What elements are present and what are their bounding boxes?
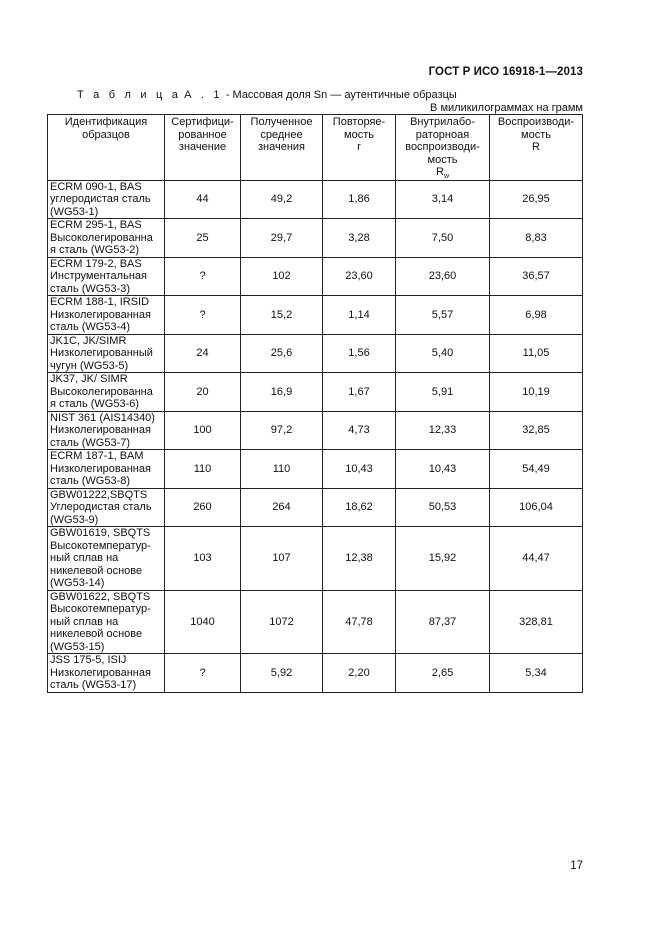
reproducibility-cell: 5,34 (490, 654, 583, 693)
sample-id-cell: JK37, JK/ SIMR Высоколегированна я сталь (WG53-6) (48, 373, 165, 412)
sample-id-cell: NIST 361 (AIS14340) Низколегированная сталь (WG53-7) (48, 411, 165, 450)
table-row (48, 411, 583, 450)
table-row (48, 590, 583, 654)
units-note: В миликилограммах на грамм (430, 102, 583, 114)
intralab-reproducibility-cell: 2,65 (396, 654, 490, 693)
table-row (48, 257, 583, 296)
table-row (48, 334, 583, 373)
mean-value-cell: 15,2 (241, 296, 323, 335)
mean-value-cell: 107 (241, 527, 323, 591)
intralab-reproducibility-cell: 5,40 (396, 334, 490, 373)
reproducibility-cell: 328,81 (490, 590, 583, 654)
mean-value-cell: 5,92 (241, 654, 323, 693)
table-row (48, 180, 583, 219)
intralab-reproducibility-cell: 50,53 (396, 488, 490, 527)
reproducibility-cell: 54,49 (490, 450, 583, 489)
mean-value-cell: 102 (241, 257, 323, 296)
repeatability-cell: 4,73 (323, 411, 396, 450)
page-number: 17 (570, 860, 583, 872)
col-header-sample-id: Идентификация образцов (48, 115, 165, 181)
intralab-reproducibility-cell: 5,91 (396, 373, 490, 412)
mean-value-cell: 25,6 (241, 334, 323, 373)
intralab-reproducibility-cell: 15,92 (396, 527, 490, 591)
col-header-repeatability: Повторяе- мость r (323, 115, 396, 181)
repeatability-cell: 2,20 (323, 654, 396, 693)
certified-value-cell: ? (165, 257, 241, 296)
sample-id-cell: GBW01619, SBQTS Высокотемператур- ный сплав на никелевой основе (WG53-14) (48, 527, 165, 591)
repeatability-cell: 47,78 (323, 590, 396, 654)
certified-value-cell: 25 (165, 219, 241, 258)
reproducibility-cell: 26,95 (490, 180, 583, 219)
sample-id-cell: ECRM 090-1, BAS углеродистая сталь (WG53-1) (48, 180, 165, 219)
certified-value-cell: ? (165, 654, 241, 693)
mean-value-cell: 264 (241, 488, 323, 527)
intralab-reproducibility-cell: 7,50 (396, 219, 490, 258)
sample-id-cell: GBW01222,SBQTS Углеродистая сталь (WG53-9) (48, 488, 165, 527)
reproducibility-cell: 44,47 (490, 527, 583, 591)
col-header-reproducibility: Воспроизводи- мость R (490, 115, 583, 181)
intralab-reproducibility-cell: 10,43 (396, 450, 490, 489)
table-row (48, 654, 583, 693)
col-header-mean: Полученное среднее значения (241, 115, 323, 181)
certified-value-cell: 260 (165, 488, 241, 527)
repeatability-cell: 23,60 (323, 257, 396, 296)
mean-value-cell: 49,2 (241, 180, 323, 219)
repeatability-cell: 1,56 (323, 334, 396, 373)
reproducibility-cell: 11,05 (490, 334, 583, 373)
standard-designation: ГОСТ Р ИСО 16918-1—2013 (428, 66, 583, 78)
intralab-reproducibility-cell: 87,37 (396, 590, 490, 654)
intralab-reproducibility-cell: 12,33 (396, 411, 490, 450)
reproducibility-cell: 32,85 (490, 411, 583, 450)
mean-value-cell: 16,9 (241, 373, 323, 412)
mean-value-cell: 29,7 (241, 219, 323, 258)
certified-value-cell: 1040 (165, 590, 241, 654)
repeatability-cell: 10,43 (323, 450, 396, 489)
table-row (48, 373, 583, 412)
table-row (48, 450, 583, 489)
certified-value-cell: 103 (165, 527, 241, 591)
repeatability-cell: 3,28 (323, 219, 396, 258)
repeatability-cell: 1,86 (323, 180, 396, 219)
mean-value-cell: 110 (241, 450, 323, 489)
col-header-certified: Сертифици- рованное значение (165, 115, 241, 181)
intralab-reproducibility-cell: 23,60 (396, 257, 490, 296)
table-caption-text: - Массовая доля Sn — аутентичные образцы (225, 89, 457, 101)
table-row (48, 488, 583, 527)
certified-value-cell: ? (165, 296, 241, 335)
table-caption-number: А . 1 (184, 89, 223, 101)
certified-value-cell: 100 (165, 411, 241, 450)
table-row (48, 296, 583, 335)
sn-mass-fraction-table (47, 114, 583, 693)
reproducibility-cell: 8,83 (490, 219, 583, 258)
repeatability-cell: 1,67 (323, 373, 396, 412)
sample-id-cell: ECRM 188-1, IRSID Низколегированная сталь (WG53-4) (48, 296, 165, 335)
sample-id-cell: ECRM 295-1, BAS Высоколегированна я сталь (WG53-2) (48, 219, 165, 258)
table-row (48, 527, 583, 591)
table-header-row (48, 115, 583, 181)
intralab-reproducibility-cell: 5,57 (396, 296, 490, 335)
repeatability-cell: 12,38 (323, 527, 396, 591)
repeatability-cell: 1,14 (323, 296, 396, 335)
intralab-reproducibility-cell: 3,14 (396, 180, 490, 219)
sample-id-cell: ECRM 179-2, BAS Инструментальная сталь (WG53-3) (48, 257, 165, 296)
reproducibility-cell: 10,19 (490, 373, 583, 412)
reproducibility-cell: 36,57 (490, 257, 583, 296)
table-caption-label: Т а б л и ц а (77, 89, 182, 101)
table-row (48, 219, 583, 258)
sample-id-cell: JSS 175-5, ISIJ Низколегированная сталь (WG53-17) (48, 654, 165, 693)
col-header-intralab-reproducibility: Внутрилабо- раторноая воспроизводи- мость $R_w$ (396, 115, 490, 181)
sample-id-cell: JK1C, JK/SIMR Низколегированный чугун (WG53-5) (48, 334, 165, 373)
reproducibility-cell: 6,98 (490, 296, 583, 335)
mean-value-cell: 97,2 (241, 411, 323, 450)
rw-subscript: w (443, 173, 449, 181)
reproducibility-cell: 106,04 (490, 488, 583, 527)
certified-value-cell: 44 (165, 180, 241, 219)
rw-symbol: R (435, 166, 444, 178)
repeatability-cell: 18,62 (323, 488, 396, 527)
certified-value-cell: 20 (165, 373, 241, 412)
mean-value-cell: 1072 (241, 590, 323, 654)
sample-id-cell: ECRM 187-1, BAM Низколегированная сталь (WG53-8) (48, 450, 165, 489)
table-caption (77, 89, 457, 101)
certified-value-cell: 110 (165, 450, 241, 489)
certified-value-cell: 24 (165, 334, 241, 373)
sample-id-cell: GBW01622, SBQTS Высокотемператур- ный сплав на никелевой основе (WG53-15) (48, 590, 165, 654)
